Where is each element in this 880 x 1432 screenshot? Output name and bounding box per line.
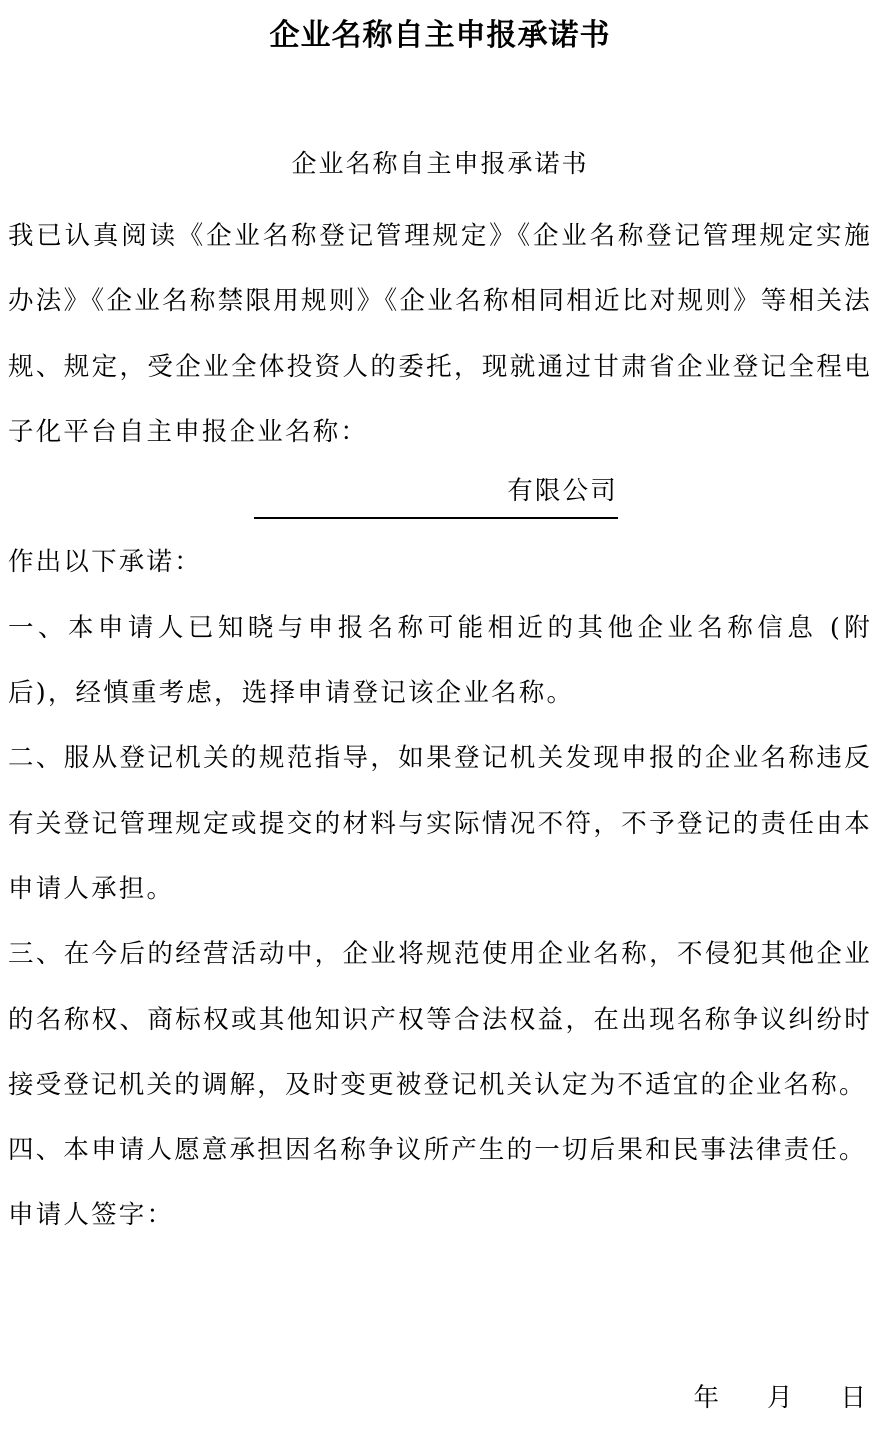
commitment-item-4: 四、本申请人愿意承担因名称争议所产生的一切后果和民事法律责任。 <box>8 1135 867 1166</box>
intro-paragraph: 我已认真阅读《企业名称登记管理规定》《企业名称登记管理规定实施办法》《企业名称禁限用规则》《企业名称相同相近比对规则》等相关法规、规定，受企业全体投资人的委托，现就通过甘肃省企业登记全程电子化平台自主申报企业名称： <box>8 221 872 447</box>
date-day: 日 <box>840 1383 866 1413</box>
sub-title: 企业名称自主申报承诺书 <box>291 149 589 178</box>
company-suffix: 有限公司 <box>507 476 618 507</box>
company-name-field <box>8 465 872 530</box>
main-title: 企业名称自主申报承诺书 <box>269 18 611 53</box>
document-body <box>8 204 872 1249</box>
commitment-item-3: 三、在今后的经营活动中，企业将规范使用企业名称，不侵犯其他企业的名称权、商标权或其他知识产权等合法权益，在出现名称争议纠纷时接受登记机关的调解，及时变更被登记机关认定为不适宜的企业名称。 <box>8 939 872 1100</box>
date-line <box>693 1378 866 1418</box>
date-year: 年 <box>693 1383 719 1413</box>
signature-label: 申请人签字： <box>8 1200 175 1231</box>
commitment-item-1: 一、本申请人已知晓与申报名称可能相近的其他企业名称信息 (附后)，经慎重考虑，选择申请登记该企业名称。 <box>8 612 872 709</box>
date-month: 月 <box>766 1383 793 1413</box>
commitment-lead: 作出以下承诺： <box>8 547 202 578</box>
commitment-item-2: 二、服从登记机关的规范指导，如果登记机关发现申报的企业名称违反有关登记管理规定或提交的材料与实际情况不符，不予登记的责任由本申请人承担。 <box>8 743 872 904</box>
company-name-blank <box>254 465 618 519</box>
